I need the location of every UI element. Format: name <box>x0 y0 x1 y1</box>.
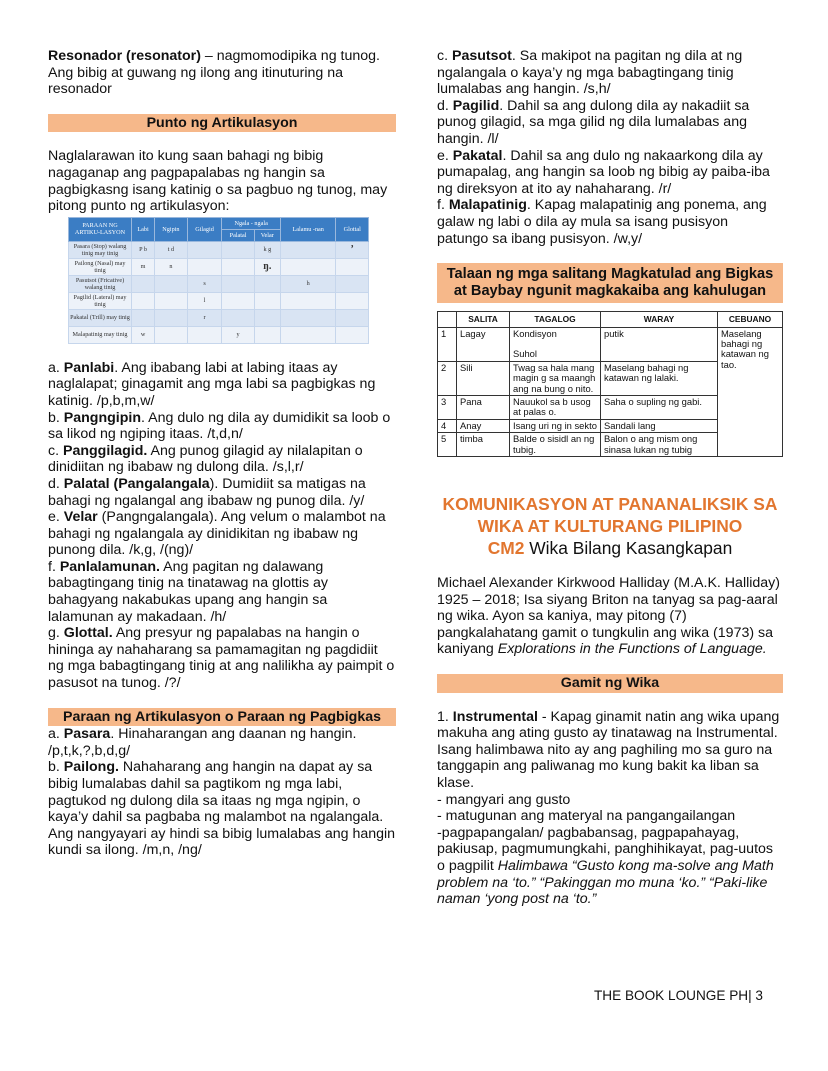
list-item: c. Panggilagid. Ang punog gilagid ay nilalapitan o dinidiitan ng ibabaw ng dulong dila. /s,l,r/ <box>48 442 363 476</box>
chart-header: Ngala - ngala <box>222 217 281 229</box>
page-footer: THE BOOK LOUNGE PH| 3 <box>594 988 763 1003</box>
punto-heading: Punto ng Artikulasyon <box>48 114 396 133</box>
words-table <box>437 311 783 457</box>
list-item: b. Pangngipin. Ang dulo ng dila ay dumidikit sa loob o sa likod ng ngiping itaas. /t,d,n/ <box>48 409 391 443</box>
list-item: d. Palatal (Pangalangala). Dumidiit sa matigas na bahagi ng ngalangal ang ibabaw ng punog dila. /y/ <box>48 475 366 509</box>
list-item: d. Pagilid. Dahil sa ang dulong dila ay nakadiit sa punog gilagid, sa mga gilid ng dila lumalabas ang hangin. /l/ <box>437 97 750 147</box>
cm-subtitle: CM2 Wika Bilang Kasangkapan <box>487 538 733 558</box>
chart-header: Lalamu -nan <box>280 217 336 241</box>
chart-row: Pailong (Nasal) may tinig m n ŋ. <box>69 258 369 275</box>
chart-row: Pasutsot (Fricative) walang tinig s h <box>69 275 369 292</box>
gamit-heading: Gamit ng Wika <box>437 674 783 693</box>
chart-row: Pagilid (Lateral) may tinig l <box>69 292 369 309</box>
list-item: b. Pailong. Nahaharang ang hangin na dapat ay sa bibig lumalabas dahil sa pagtikom ng mga labi, pagtukod ng dulong dila sa itaas ng mga ngipin, o kaya’y dahil sa pagbaba ng malambot na ngalangala. Ang nangyayari ay hindi sa bibig lumalabas ang hangin kundi sa ilong. /m,n, /ng/ <box>48 759 396 859</box>
halliday-paragraph: Michael Alexander Kirkwood Halliday (M.A.K. Halliday) 1925 – 2018; Isa siyang Briton na tanyag sa pag-aaral ng wika. Ayon sa kaniya, may pitong (7) pangkalahatang gamit o tungkulin ang wika (1973) sa kaniyang Explorations in the Functions of Language. <box>437 575 781 658</box>
left-column <box>48 48 396 859</box>
list-item: g. Glottal. Ang presyur ng papalabas na hangin o hininga ay nahaharang sa pamamagitan ng pagdidiit ng mga babagtingang tinig at ang nalilikha ay paimpit o pasusot na tunog. /?/ <box>48 625 395 692</box>
chart-row: Pakatal (Trill) may tinig r <box>69 309 369 326</box>
column-header: SALITA <box>457 312 510 327</box>
list-item: f. Malapatinig. Kapag malapatinig ang ponema, ang galaw ng labi o dila ay mula sa isang pusisyon patungo sa ibang pusisyon. /w,y/ <box>437 197 767 247</box>
table-row: 2 Sili Twag sa hala mang magin g sa maangh ang na bung o nito. Maselang bahagi ng katawan ng lalaki. <box>438 361 783 395</box>
chart-subheader: Palatal <box>222 229 254 241</box>
column-header: CEBUANO <box>718 312 783 327</box>
list-item: a. Pasara. Hinaharangan ang daanan ng hangin. /p,t,k,?,b,d,g/ <box>48 726 357 759</box>
resonador-paragraph: Resonador (resonator) – nagmomodipika ng tunog. Ang bibig at guwang ng ilong ang itinuturing na resonador <box>48 48 380 98</box>
table-row: 5 timba Balde o sisidl an ng tubig. Balon o ang mism ong sinasa lukan ng tubig <box>438 433 783 457</box>
chart-corner-header: PARAAN NG ARTIKU-LASYON <box>69 217 132 241</box>
instrumental-paragraph: 1. Instrumental - Kapag ginamit natin ang wika upang makuha ang ating gusto ay tinatawag na Instrumental. Isang halimbawa nito ay ang paghiling mo sa guro na tanggapin ang paliwanag mo kung bakit ka liban sa klase. <box>437 708 780 791</box>
chart-header: Gilagid <box>187 217 222 241</box>
list-item: e. Pakatal. Dahil sa ang dulo ng nakaarkong dila ay pumapalag, ang hangin sa loob ng bibig ay paiba-iba ng direksyon at ito ay nahaharang. /r/ <box>437 147 770 197</box>
section-title: KOMUNIKASYON AT PANANALIKSIK SA WIKA AT KULTURANG PILIPINO <box>442 494 778 536</box>
right-column <box>437 48 783 908</box>
table-row: 3 Pana Nauukol sa b usog at palas o. Saha o supling ng gabi. <box>438 395 783 419</box>
table-row: 1 Lagay Kondisyon Suhol putik Maselang bahagi ng katawan ng tao. <box>438 327 783 361</box>
list-item: f. Panlalamunan. Ang pagitan ng dalawang babagtingang tinig na tinatawag na glottis ay bahagyang nakabukas upang ang hangin sa lalamunan ay makadaan. /h/ <box>48 558 329 625</box>
column-header: WARAY <box>601 312 718 327</box>
chart-header: Ngipin <box>155 217 188 241</box>
chart-header: Glottal <box>336 217 369 241</box>
chart-row: Pasara (Stop) walang tinig may tinig P b t d k g ’ <box>69 241 369 258</box>
chart-header: Labi <box>132 217 155 241</box>
list-item: - matugunan ang materyal na pangangailangan <box>437 808 736 825</box>
list-item: a. Panlabi. Ang ibabang labi at labing itaas ay naglalapat; ginagamit ang mga labi sa pagbigkas ng katinig. /p,b,m,w/ <box>48 359 376 409</box>
list-item: - mangyari ang gusto <box>437 791 571 808</box>
chart-subheader: Velar <box>254 229 280 241</box>
punto-list <box>48 360 396 692</box>
list-item: -pagpapangalan/ pagbabansag, pagpapahayag, pakiusap, pagmumungkahi, panghihikayat, pag-uutos o pagpilit Halimbawa “Gusto kong ma-solve ang Math problem na ‘to.” “Pakinggan mo muna ‘ko.” “Paki-like naman ‘yong post na ‘to.” <box>437 824 774 908</box>
chart-row: Malapatinig may tinig w y <box>69 326 369 343</box>
list-item: c. Pasutsot. Sa makipot na pagitan ng dila at ng ngalangala o kaya’y ng mga babagtingang tinig lumalabas ang hangin. /s,h/ <box>437 48 743 98</box>
list-item: e. Velar (Pangngalangala). Ang velum o malambot na bahagi ng ngalangala ay dinidikitan ng ibabaw ng punong dila. /k,g, /(ng)/ <box>48 509 386 559</box>
paraan-heading: Paraan ng Artikulasyon o Paraan ng Pagbigkas <box>48 708 396 727</box>
talaan-heading: Talaan ng mga salitang Magkatulad ang Bigkas at Baybay ngunit magkakaiba ang kahulugan <box>437 263 783 303</box>
punto-intro: Naglalarawan ito kung saan bahagi ng bibig nagaganap ang pagpapalabas ng hangin sa pagbigkasng isang katinig o sa pagbuo ng tunog, may pitong punto ng artikulasyon: <box>48 148 388 215</box>
column-header: TAGALOG <box>510 312 601 327</box>
table-row: 4 Anay Isang uri ng in sekto Sandali lang <box>438 419 783 432</box>
articulation-chart <box>68 217 369 344</box>
